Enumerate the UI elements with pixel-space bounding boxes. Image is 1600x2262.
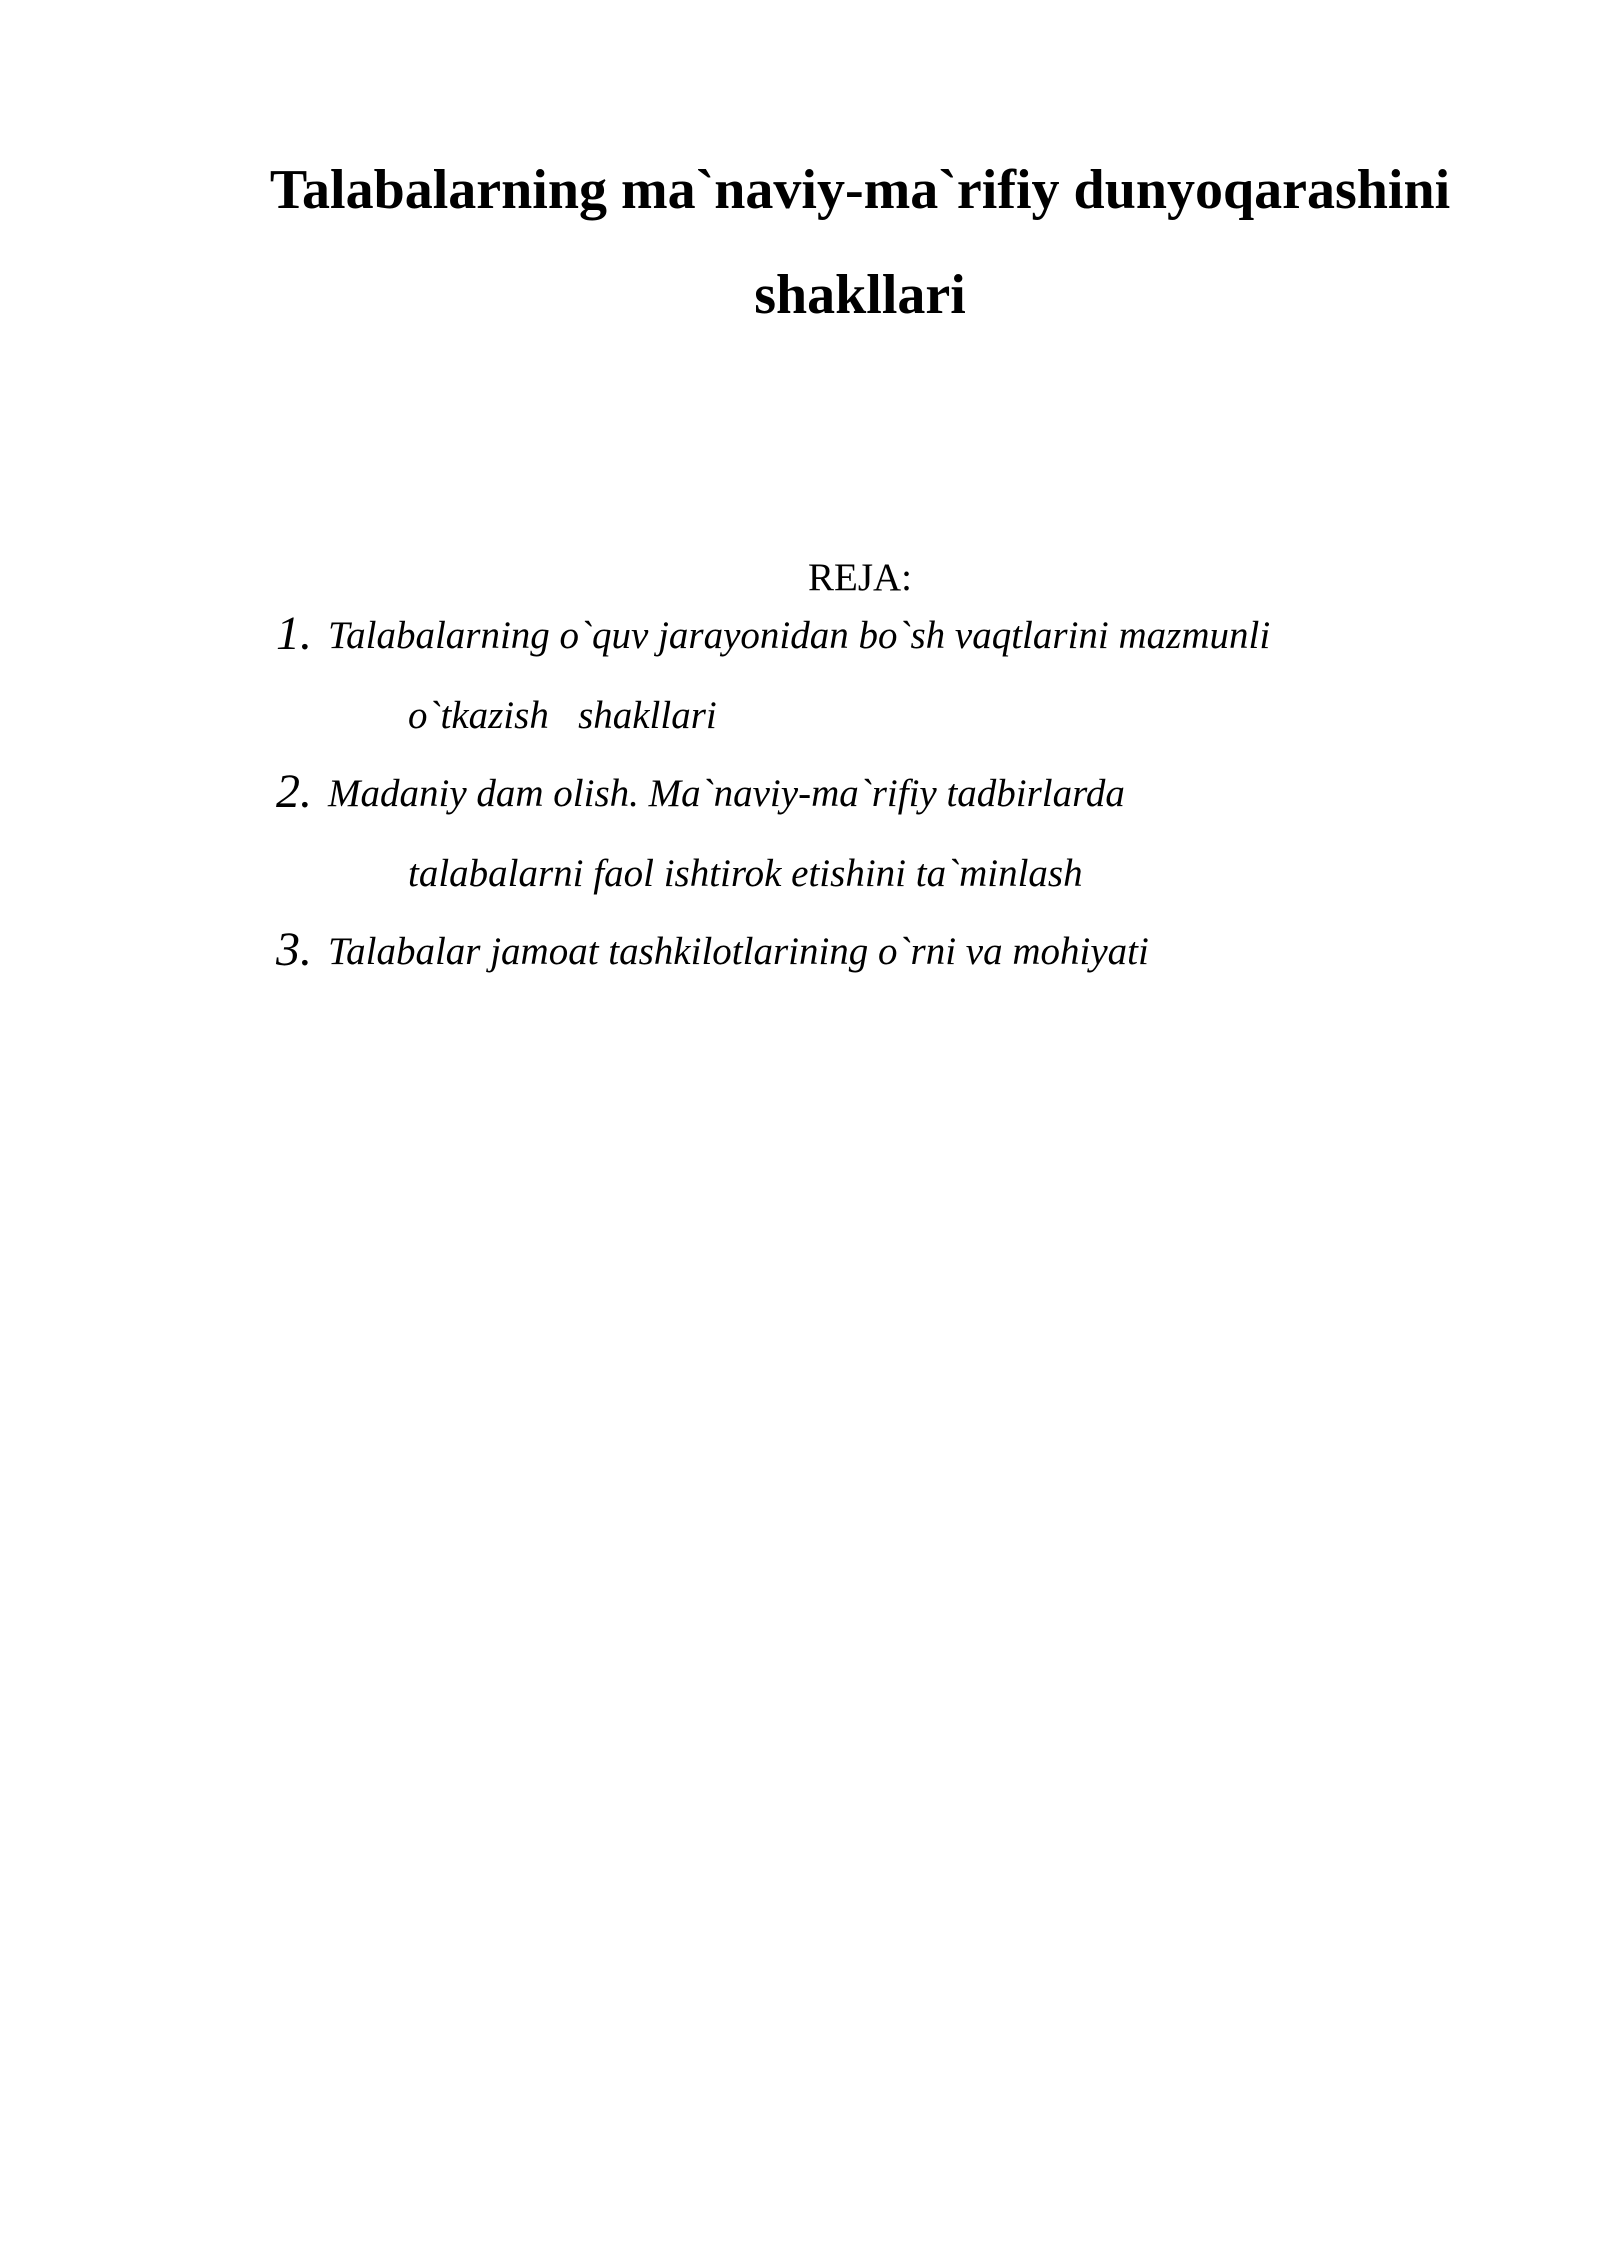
plan-item-3-text: Talabalar jamoat tashkilotlarining o`rni va mohiyati bbox=[328, 930, 1149, 973]
plan-heading: REJA: bbox=[807, 556, 912, 599]
plan-item-2-text: Madaniy dam olish. Ma`naviy-ma`rifiy tadbirlarda bbox=[328, 772, 1125, 815]
document-title-line-2: shakllari bbox=[754, 264, 966, 326]
plan-item-2-number: 2. bbox=[276, 765, 312, 818]
plan-item-1-text: Talabalarning o`quv jarayonidan bo`sh vaqtlarini mazmunli bbox=[328, 614, 1271, 657]
plan-item-1-number: 1. bbox=[276, 607, 312, 660]
plan-item-2-continuation: talabalarni faol ishtirok etishini ta`minlash bbox=[408, 852, 1083, 895]
plan-item-3-number: 3. bbox=[276, 923, 312, 976]
document-title-line-1: Talabalarning ma`naviy-ma`rifiy dunyoqarashini bbox=[269, 159, 1451, 221]
plan-item-1-continuation: o`tkazish shakllari bbox=[408, 694, 717, 737]
